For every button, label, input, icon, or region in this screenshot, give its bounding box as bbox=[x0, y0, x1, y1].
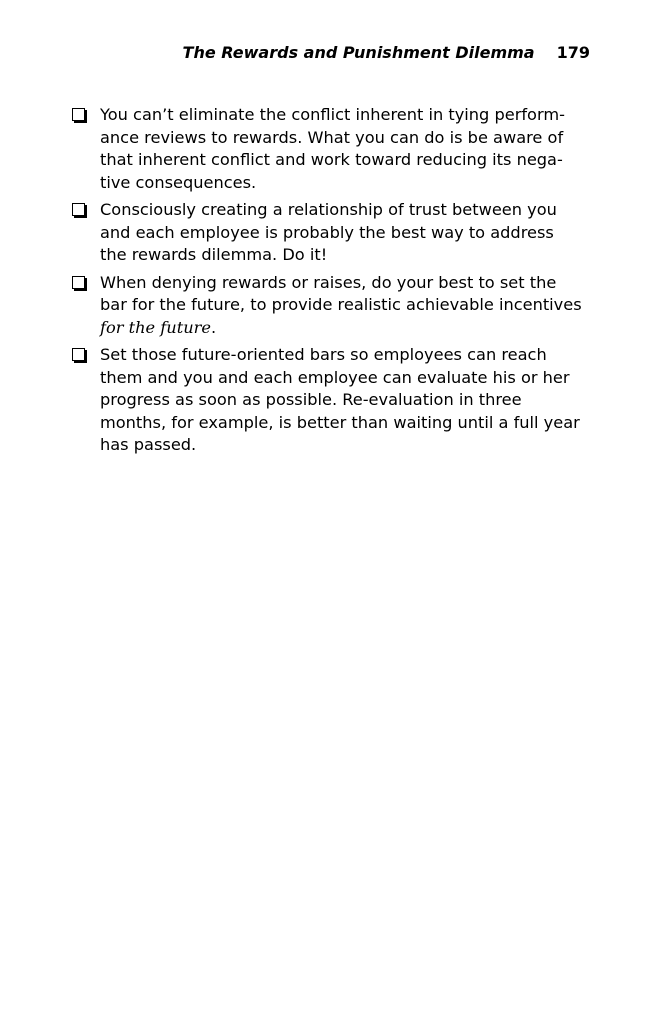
text-line: You can’t eliminate the conflict inherent in tying perform- bbox=[100, 105, 565, 124]
text-line: Set those future-oriented bars so employees can reach bbox=[100, 345, 547, 364]
text-line: bar for the future, to provide realistic achievable incentives bbox=[100, 295, 582, 314]
text-line-italic bbox=[100, 317, 592, 340]
page-number: 179 bbox=[556, 43, 590, 62]
text-line: has passed. bbox=[100, 435, 197, 454]
chapter-title: The Rewards and Punishment Dilemma bbox=[182, 43, 535, 62]
text-line: ance reviews to rewards. What you can do is be aware of bbox=[100, 127, 564, 147]
checkbox-icon bbox=[72, 276, 85, 289]
text-line: months, for example, is better than waiting until a full year bbox=[100, 412, 580, 432]
checklist-item bbox=[72, 199, 592, 267]
italic-phrase: for the future bbox=[100, 317, 211, 337]
text-line: tive consequences. bbox=[100, 172, 257, 192]
checklist-item bbox=[72, 344, 592, 457]
text-line: When denying rewards or raises, do your best to set the bbox=[100, 272, 557, 292]
checkbox-icon bbox=[72, 348, 85, 361]
checklist bbox=[72, 104, 592, 462]
text-line: the rewards dilemma. Do it! bbox=[100, 245, 328, 264]
checkbox-icon bbox=[72, 108, 85, 121]
text-line: progress as soon as possible. Re-evaluation in three bbox=[100, 390, 522, 409]
running-head bbox=[183, 43, 590, 62]
checkbox-icon bbox=[72, 203, 85, 216]
checklist-item bbox=[72, 104, 592, 194]
text-line: that inherent conflict and work toward reducing its nega- bbox=[100, 150, 563, 169]
text-line: and each employee is probably the best way to address bbox=[100, 222, 554, 242]
text-line: them and you and each employee can evaluate his or her bbox=[100, 367, 570, 387]
italic-line-suffix: . bbox=[210, 317, 217, 337]
checklist-item bbox=[72, 272, 592, 340]
text-line: Consciously creating a relationship of trust between you bbox=[100, 200, 557, 219]
